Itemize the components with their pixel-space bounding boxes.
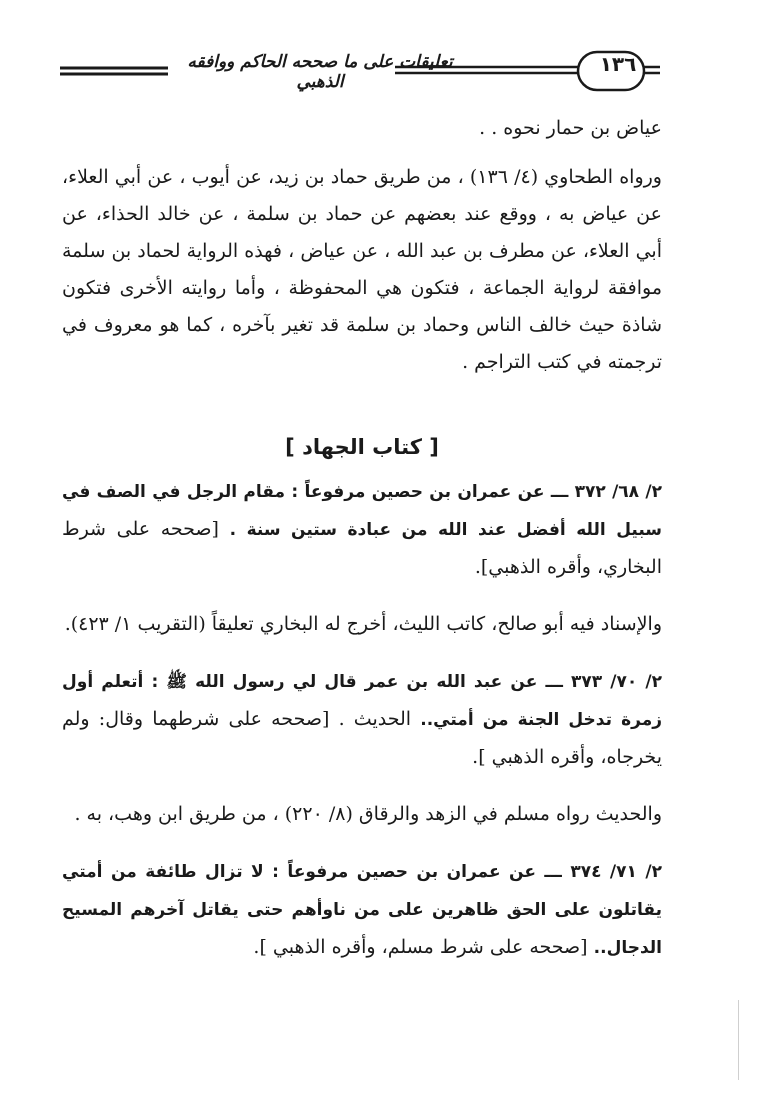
- running-title: تعليقات على ما صححه الحاكم ووافقه الذهبي: [187, 52, 453, 92]
- hadith-text: ٢/ ٧٠/ ٣٧٣ ـــ عن عبد الله بن عمر قال لي رسول الله ﷺ : أتعلم أول زمرة تدخل الجنة من أمتي..: [62, 672, 663, 730]
- hadith-entry: [62, 473, 662, 586]
- paragraph: عياض بن حمار نحوه . .: [479, 117, 662, 139]
- commentary: والإسناد فيه أبو صالح، كاتب الليث، أخرج له البخاري تعليقاً (التقريب ١/ ٤٢٣).: [64, 613, 662, 635]
- hadith-entry: [62, 663, 662, 776]
- hadith-text: ٢/ ٧١/ ٣٧٤ ـــ عن عمران بن حصين مرفوعاً : لا تزال طائفة من أمتي يقاتلون على الحق ظاهرين على من ناوأهم حتى يقاتل آخرهم المسيح الدجال..: [62, 862, 662, 958]
- paragraph: ورواه الطحاوي (٤/ ١٣٦) ، من طريق حماد بن زيد، عن أيوب ، عن أبي العلاء، عن عياض به ، ووقع عند بعضهم عن حماد بن سلمة ، عن خالد الحذاء، عن أبي العلاء، عن مطرف بن عبد الله ، عن عياض ، فهذه الرواية لحماد بن سلمة موافقة لرواية الجماعة ، فتكون هي المحفوظة ، وأما روايته الأخرى فتكون شاذة حيث خالف الناس وحماد بن سلمة قد تغير بآخره ، كما هو معروف في ترجمته في كتب التراجم .: [62, 166, 662, 373]
- page-number: ١٣٦: [599, 52, 637, 76]
- commentary: والحديث رواه مسلم في الزهد والرقاق (٨/ ٢٢٠) ، من طريق ابن وهب، به .: [74, 803, 662, 825]
- hadith-entry: [62, 853, 662, 967]
- scan-edge-line: [738, 1000, 739, 1080]
- hadith-grading: [صححه على شرط مسلم، وأقره الذهبي ].: [253, 936, 588, 958]
- page-body: [62, 110, 662, 967]
- hadith-grading: [صححه على شرط البخاري، وأقره الذهبي].: [62, 518, 662, 578]
- hadith-grading: الحديث . [صححه على شرطهما وقال: ولم يخرجاه، وأقره الذهبي ].: [62, 708, 662, 768]
- section-heading: [ كتاب الجهاد ]: [285, 435, 439, 459]
- page-header: [60, 40, 660, 110]
- hadith-text: ٢/ ٦٨/ ٣٧٢ ـــ عن عمران بن حصين مرفوعاً : مقام الرجل في الصف في سبيل الله أفضل عند الله من عبادة ستين سنة .: [62, 482, 662, 540]
